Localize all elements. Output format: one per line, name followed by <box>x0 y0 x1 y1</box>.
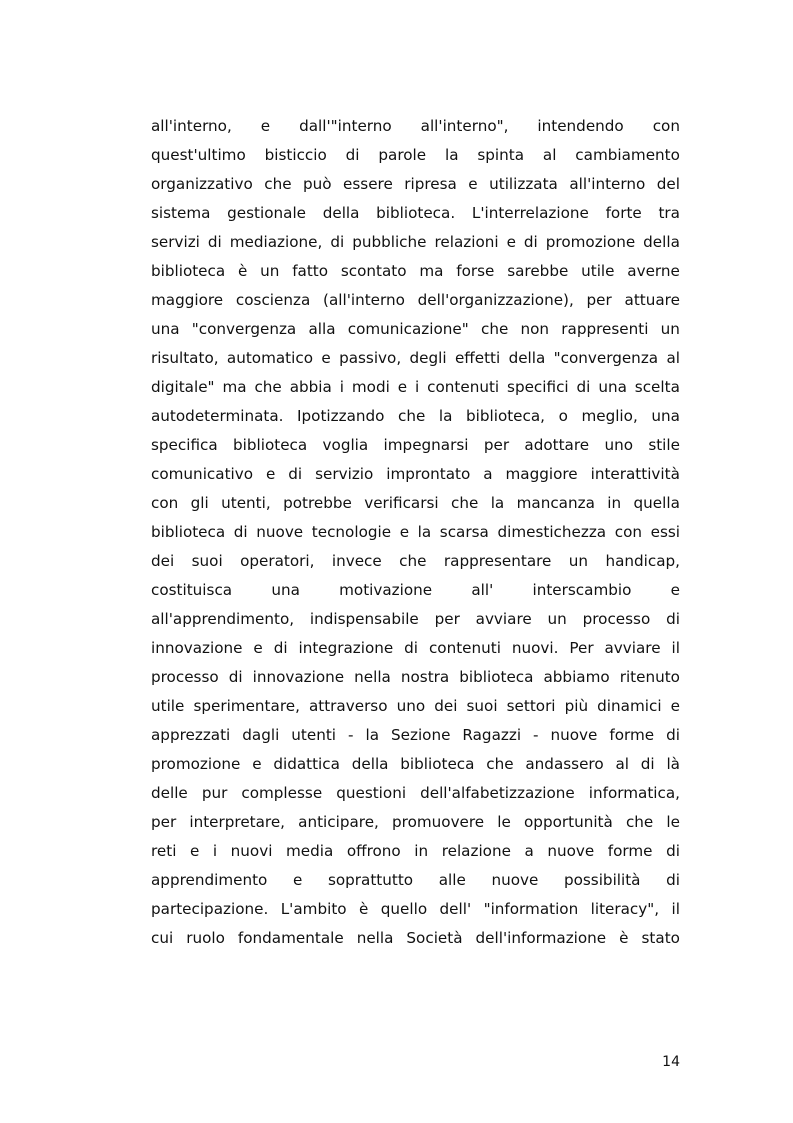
word: le <box>666 813 680 831</box>
word: indispensabile <box>309 610 419 628</box>
word: là <box>666 755 680 773</box>
word: spinta <box>477 146 525 164</box>
word: apprendimento <box>151 871 268 889</box>
word: adottare <box>524 436 590 454</box>
text-line <box>151 549 680 578</box>
word: processo <box>151 668 219 686</box>
word: e <box>189 842 200 860</box>
text-line <box>151 259 680 288</box>
word: non <box>520 320 550 338</box>
word: utenti <box>291 726 337 744</box>
word: interattività <box>590 465 680 483</box>
page-number: 14 <box>662 1054 680 1070</box>
word: di <box>207 233 222 251</box>
word: biblioteca <box>151 262 226 280</box>
word: nuove <box>547 842 595 860</box>
word: ripresa <box>404 175 457 193</box>
word: biblioteca <box>233 436 308 454</box>
word: per <box>434 610 460 628</box>
word: processo <box>582 610 651 628</box>
word: maggiore <box>505 465 578 483</box>
word: di <box>345 146 360 164</box>
text-line <box>151 433 680 462</box>
word: una <box>651 407 680 425</box>
word: dinamici <box>597 697 662 715</box>
word: motivazione <box>339 581 433 599</box>
word: forme <box>607 842 653 860</box>
word: della <box>643 233 680 251</box>
word: promuovere <box>392 813 485 831</box>
word: che <box>480 320 509 338</box>
word: forme <box>609 726 655 744</box>
text-line <box>151 114 680 143</box>
word: dall'"interno <box>299 117 392 135</box>
word: abbia <box>289 378 332 396</box>
word: delle <box>151 784 188 802</box>
word: contenuti <box>427 378 500 396</box>
word: L'interrelazione <box>471 204 589 222</box>
word: stato <box>641 929 680 947</box>
word: utenti, <box>221 494 271 512</box>
word: biblioteca, <box>466 407 546 425</box>
word: in <box>414 842 429 860</box>
word: meglio, <box>581 407 638 425</box>
word: per <box>151 813 177 831</box>
word: i <box>414 378 420 396</box>
word: ruolo <box>186 929 225 947</box>
word: nuove <box>550 726 598 744</box>
word: e <box>321 349 331 367</box>
word: promozione <box>545 233 636 251</box>
word: che <box>398 407 426 425</box>
word: gestionale <box>227 204 307 222</box>
text-line <box>151 665 680 694</box>
word: per <box>586 291 612 309</box>
word: invece <box>331 552 382 570</box>
word: la <box>365 726 379 744</box>
word: dei <box>151 552 175 570</box>
word: Ragazzi <box>462 726 522 744</box>
text-line <box>151 230 680 259</box>
word: alle <box>438 871 466 889</box>
text-line <box>151 926 680 955</box>
word: sarebbe <box>507 262 569 280</box>
word: specifica <box>151 436 218 454</box>
word: media <box>285 842 334 860</box>
word: Ipotizzando <box>297 407 385 425</box>
word: (all'interno <box>323 291 405 309</box>
word: integrazione <box>298 639 394 657</box>
word: che <box>399 552 427 570</box>
word: o <box>558 407 568 425</box>
word: apprezzati <box>151 726 231 744</box>
word: pubbliche <box>352 233 427 251</box>
word: dell'organizzazione), <box>417 291 574 309</box>
word: a <box>524 842 534 860</box>
word: di <box>228 668 243 686</box>
word: più <box>564 697 589 715</box>
word: innovazione <box>252 668 345 686</box>
word: handicap, <box>605 552 680 570</box>
text-line <box>151 636 680 665</box>
word: mediazione, <box>229 233 323 251</box>
word: literacy", <box>590 900 660 918</box>
word: in <box>607 494 622 512</box>
word: che <box>451 494 479 512</box>
word: "convergenza <box>553 349 659 367</box>
text-line <box>151 375 680 404</box>
word: utile <box>581 262 615 280</box>
word: servizi <box>151 233 200 251</box>
word: avviare <box>475 610 532 628</box>
word: scarsa <box>439 523 489 541</box>
word: dei <box>434 697 458 715</box>
word: questioni <box>336 784 407 802</box>
word: nuovi. <box>511 639 559 657</box>
word: nostra <box>400 668 450 686</box>
word: dagli <box>242 726 280 744</box>
word: e <box>260 117 271 135</box>
word: comunicativo <box>151 465 254 483</box>
word: avviare <box>604 639 661 657</box>
word: per <box>483 436 510 454</box>
word: quest'ultimo <box>151 146 246 164</box>
word: e <box>265 465 276 483</box>
word: sperimentare, <box>193 697 300 715</box>
word: tecnologie <box>311 523 392 541</box>
word: al <box>615 755 629 773</box>
word: che <box>254 378 282 396</box>
word: rappresentare <box>443 552 552 570</box>
word: attraverso <box>308 697 388 715</box>
word: all'interno", <box>420 117 509 135</box>
word: di <box>273 639 288 657</box>
word: fatto <box>292 262 329 280</box>
text-line <box>151 723 680 752</box>
word: al <box>666 349 680 367</box>
word: la <box>490 494 505 512</box>
word: di <box>288 465 303 483</box>
word: informatica, <box>588 784 680 802</box>
word: alla <box>308 320 336 338</box>
word: andassero <box>525 755 604 773</box>
word: quella <box>633 494 680 512</box>
word: quello <box>380 900 428 918</box>
word: anticipare, <box>298 813 379 831</box>
word: autodeterminata. <box>151 407 284 425</box>
word: Sezione <box>390 726 451 744</box>
word: i <box>212 842 218 860</box>
word: essere <box>343 175 393 193</box>
word: il <box>671 900 680 918</box>
word: nella <box>356 929 394 947</box>
word: soprattutto <box>327 871 414 889</box>
text-line <box>151 810 680 839</box>
word: biblioteca. <box>376 204 456 222</box>
word: la <box>417 523 432 541</box>
word: attuare <box>624 291 680 309</box>
word: di <box>666 842 680 860</box>
word: verificarsi <box>364 494 439 512</box>
word: forte <box>605 204 642 222</box>
word: relazioni <box>434 233 499 251</box>
text-line <box>151 868 680 897</box>
word: di <box>233 523 248 541</box>
word: utile <box>151 697 185 715</box>
word: didattica <box>273 755 340 773</box>
word: e <box>506 233 516 251</box>
word: modi <box>351 378 390 396</box>
word: un <box>660 320 680 338</box>
word: che <box>264 175 292 193</box>
word: all' <box>471 581 494 599</box>
word: e <box>292 871 303 889</box>
word: partecipazione. <box>151 900 269 918</box>
word: e <box>397 378 408 396</box>
word: reti <box>151 842 177 860</box>
body-text <box>151 114 680 955</box>
word: offrono <box>346 842 401 860</box>
text-line <box>151 143 680 172</box>
word: contenuti <box>428 639 501 657</box>
word: dell' <box>439 900 472 918</box>
word: biblioteca <box>400 755 475 773</box>
word: averne <box>627 262 680 280</box>
word: e <box>252 755 262 773</box>
word: che <box>486 755 514 773</box>
word: ma <box>419 262 444 280</box>
word: un <box>547 610 567 628</box>
word: opportunità <box>524 813 613 831</box>
word: voglia <box>322 436 369 454</box>
word: è <box>359 900 369 918</box>
text-line <box>151 462 680 491</box>
word: nella <box>354 668 391 686</box>
word: i <box>339 378 344 396</box>
word: "information <box>483 900 579 918</box>
word: improntato <box>386 465 471 483</box>
word: suoi <box>191 552 223 570</box>
word: pur <box>201 784 228 802</box>
word: maggiore <box>151 291 224 309</box>
text-line <box>151 839 680 868</box>
word: - <box>533 726 539 744</box>
word: passivo, <box>339 349 402 367</box>
word: del <box>656 175 680 193</box>
word: nuove <box>256 523 304 541</box>
word: mancanza <box>516 494 595 512</box>
word: utilizzata <box>489 175 558 193</box>
word: tra <box>658 204 680 222</box>
word: uno <box>396 697 426 715</box>
word: è <box>619 929 629 947</box>
word: sistema <box>151 204 211 222</box>
word: parole <box>378 146 427 164</box>
word: effetti <box>454 349 501 367</box>
word: rappresenti <box>561 320 649 338</box>
word: con <box>614 523 642 541</box>
word: dell'alfabetizzazione <box>420 784 575 802</box>
word: scelta <box>634 378 680 396</box>
word: e <box>399 523 410 541</box>
word: suoi <box>466 697 498 715</box>
word: servizio <box>315 465 374 483</box>
word: dimestichezza <box>497 523 607 541</box>
text-line <box>151 201 680 230</box>
word: possibilità <box>563 871 641 889</box>
word: gli <box>190 494 209 512</box>
word: promozione <box>151 755 241 773</box>
word: essi <box>650 523 680 541</box>
word: cambiamento <box>575 146 680 164</box>
word: di <box>330 233 345 251</box>
word: risultato, <box>151 349 219 367</box>
word: cui <box>151 929 174 947</box>
text-line <box>151 578 680 607</box>
word: ritenuto <box>619 668 680 686</box>
word: fondamentale <box>237 929 344 947</box>
word: a <box>483 465 493 483</box>
word: la <box>438 407 453 425</box>
word: interscambio <box>532 581 632 599</box>
word: "convergenza <box>191 320 297 338</box>
word: all'interno <box>569 175 646 193</box>
word: settori <box>506 697 556 715</box>
word: è <box>237 262 248 280</box>
word: con <box>652 117 680 135</box>
word: può <box>303 175 332 193</box>
word: all'interno, <box>151 117 232 135</box>
text-line <box>151 520 680 549</box>
word: di <box>666 871 680 889</box>
word: un <box>260 262 280 280</box>
word: specifici <box>507 378 569 396</box>
word: Per <box>569 639 594 657</box>
word: e <box>670 581 680 599</box>
word: nuove <box>491 871 539 889</box>
text-line <box>151 288 680 317</box>
word: scontato <box>340 262 407 280</box>
word: di <box>666 610 680 628</box>
word: la <box>444 146 459 164</box>
word: stile <box>648 436 680 454</box>
word: innovazione <box>151 639 243 657</box>
word: le <box>497 813 511 831</box>
text-line <box>151 346 680 375</box>
word: degli <box>409 349 447 367</box>
word: L'ambito <box>280 900 347 918</box>
word: e <box>670 697 680 715</box>
text-line <box>151 694 680 723</box>
text-line <box>151 404 680 433</box>
word: abbiamo <box>543 668 610 686</box>
word: un <box>568 552 589 570</box>
word: una <box>151 320 180 338</box>
word: una <box>271 581 300 599</box>
word: digitale" <box>151 378 215 396</box>
text-line <box>151 172 680 201</box>
word: nuovi <box>230 842 273 860</box>
word: impegnarsi <box>383 436 469 454</box>
word: biblioteca <box>459 668 534 686</box>
word: relazione <box>441 842 511 860</box>
word: con <box>151 494 179 512</box>
word: Società <box>406 929 463 947</box>
word: di <box>640 755 655 773</box>
word: complesse <box>241 784 323 802</box>
word: che <box>625 813 654 831</box>
word: della <box>508 349 546 367</box>
word: all'apprendimento, <box>151 610 295 628</box>
word: ma <box>222 378 247 396</box>
text-line <box>151 491 680 520</box>
word: una <box>598 378 627 396</box>
word: biblioteca <box>151 523 226 541</box>
word: di <box>576 378 591 396</box>
word: il <box>671 639 680 657</box>
text-line <box>151 752 680 781</box>
word: operatori, <box>240 552 315 570</box>
word: della <box>351 755 389 773</box>
word: automatico <box>226 349 314 367</box>
word: di <box>404 639 419 657</box>
text-line <box>151 781 680 810</box>
word: al <box>542 146 557 164</box>
text-line <box>151 317 680 346</box>
word: dell'informazione <box>475 929 607 947</box>
word: intendendo <box>537 117 624 135</box>
word: forse <box>456 262 495 280</box>
word: - <box>348 726 354 744</box>
word: e <box>468 175 478 193</box>
word: di <box>523 233 538 251</box>
text-line <box>151 607 680 636</box>
text-line <box>151 897 680 926</box>
word: di <box>666 726 680 744</box>
word: potrebbe <box>283 494 352 512</box>
word: coscienza <box>235 291 311 309</box>
word: costituisca <box>151 581 233 599</box>
word: organizzativo <box>151 175 253 193</box>
word: comunicazione" <box>347 320 469 338</box>
word: bisticcio <box>264 146 327 164</box>
word: interpretare, <box>189 813 286 831</box>
word: uno <box>604 436 633 454</box>
word: della <box>322 204 360 222</box>
word: e <box>253 639 263 657</box>
